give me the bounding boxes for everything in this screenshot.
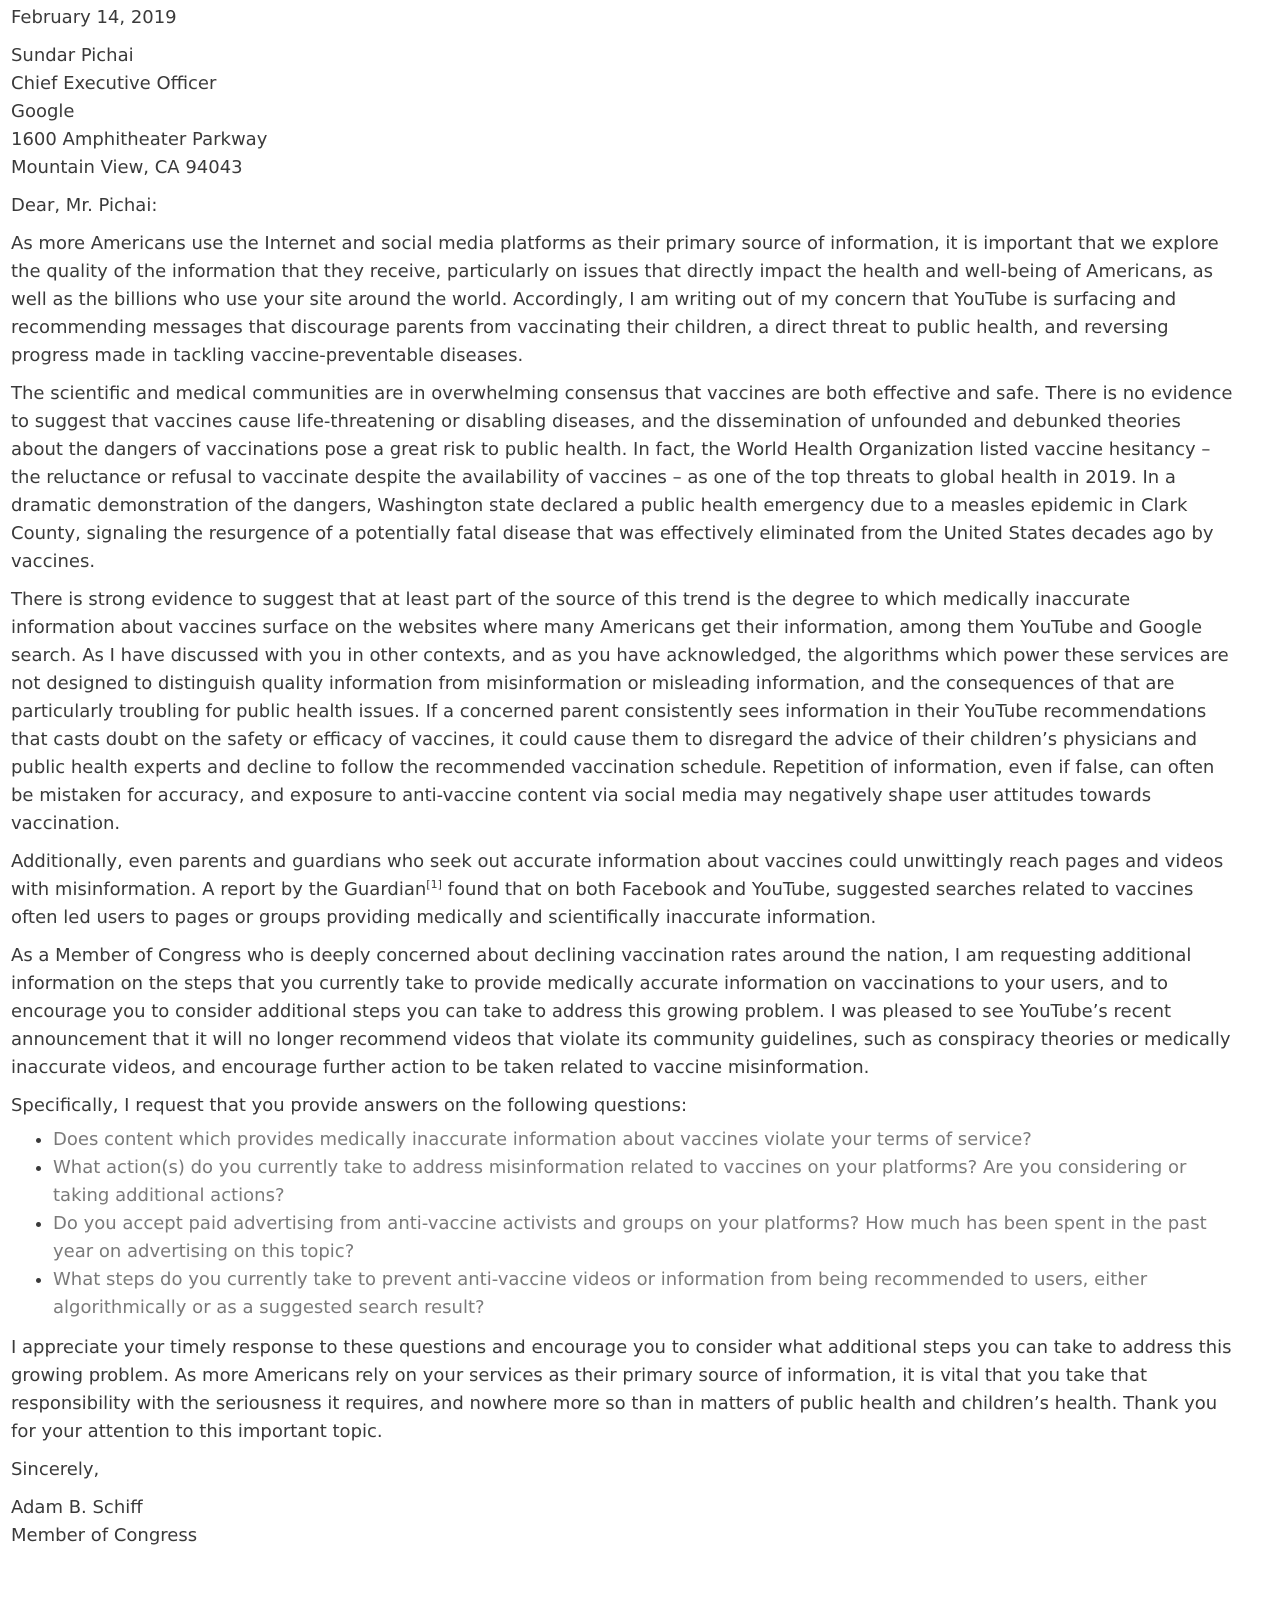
letter-date: February 14, 2019: [11, 7, 177, 28]
closing: Sincerely,: [11, 1459, 100, 1480]
recipient-street: 1600 Amphitheater Parkway: [11, 129, 268, 150]
guardian-text-after: found that on both Facebook and YouTube, suggested searches related to vaccines often led users to pages or groups providing medically and scientifically inaccurate information.: [11, 879, 1194, 928]
question-item: • What action(s) do you currently take to address misinformation related to vaccines on your platforms? Are you considering or taking additional actions?: [53, 1154, 1235, 1210]
guardian-text-before: Additionally, even parents and guardians who seek out accurate information about vaccines could unwittingly reach pages and videos with misinformation. A report by the Guardian: [11, 851, 1224, 900]
paragraph-intro: As more Americans use the Internet and social media platforms as their primary source of information, it is important that we explore the quality of the information that they receive, particularly on issues that directly impact the health and well-being of Americans, as well as the billions who use your site around the world. Accordingly, I am writing out of my concern that YouTube is surfacing and recommending messages that discourage parents from vaccinating their children, a direct threat to public health, and reversing progress made in tackling vaccine-preventable diseases.: [11, 233, 1219, 366]
recipient-company: Google: [11, 101, 75, 122]
recipient-title: Chief Executive Officer: [11, 73, 217, 94]
paragraph-consensus: The scientific and medical communities are in overwhelming consensus that vaccines are both effective and safe. There is no evidence to suggest that vaccines cause life-threatening or disabling diseases, and the dissemination of unfounded and debunked theories about the dangers of vaccinations pose a great risk to public health. In fact, the World Health Organization listed vaccine hesitancy – the reluctance or refusal to vaccinate despite the availability of vaccines – as one of the top threats to global health in 2019. In a dramatic demonstration of the dangers, Washington state declared a public health emergency due to a measles epidemic in Clark County, signaling the resurgence of a potentially fatal disease that was effectively eliminated from the United States decades ago by vaccines.: [11, 383, 1233, 572]
questions-list: [11, 1126, 1235, 1322]
recipient-city: Mountain View, CA 94043: [11, 157, 243, 178]
paragraph-guardian-report: [11, 848, 1235, 932]
footnote-reference[interactable]: [1]: [426, 878, 442, 891]
paragraph-evidence: There is strong evidence to suggest that at least part of the source of this trend is the degree to which medically inaccurate information about vaccines surface on the websites where many Americans get their information, among them YouTube and Google search. As I have discussed with you in other contexts, and as you have acknowledged, the algorithms which power these services are not designed to distinguish quality information from misinformation or misleading information, and the consequences of that are particularly troubling for public health issues. If a concerned parent consistently sees information in their YouTube recommendations that casts doubt on the safety or efficacy of vaccines, it could cause them to disregard the advice of their children’s physicians and public health experts and decline to follow the recommended vaccination schedule. Repetition of information, even if false, can often be mistaken for accuracy, and exposure to anti-vaccine content via social media may negatively shape user attitudes towards vaccination.: [11, 589, 1229, 834]
paragraph-questions-intro: Specifically, I request that you provide answers on the following questions:: [11, 1095, 688, 1116]
salutation: Dear, Mr. Pichai:: [11, 195, 158, 216]
question-item: • Do you accept paid advertising from anti-vaccine activists and groups on your platforms? How much has been spent in the past year on advertising on this topic?: [53, 1210, 1235, 1266]
recipient-address: [11, 42, 1235, 182]
question-item: • What steps do you currently take to prevent anti-vaccine videos or information from being recommended to users, either algorithmically or as a suggested search result?: [53, 1266, 1235, 1322]
recipient-name: Sundar Pichai: [11, 45, 134, 66]
paragraph-closing-remarks: I appreciate your timely response to these questions and encourage you to consider what additional steps you can take to address this growing problem. As more Americans rely on your services as their primary source of information, it is vital that you take that responsibility with the seriousness it requires, and nowhere more so than in matters of public health and children’s health. Thank you for your attention to this important topic.: [11, 1337, 1232, 1442]
signature-name: Adam B. Schiff: [11, 1497, 143, 1518]
question-item: • Does content which provides medically inaccurate information about vaccines violate your terms of service?: [53, 1126, 1235, 1154]
signature-title: Member of Congress: [11, 1525, 198, 1546]
signature-block: [11, 1494, 1235, 1550]
paragraph-request: As a Member of Congress who is deeply concerned about declining vaccination rates around the nation, I am requesting additional information on the steps that you currently take to provide medically accurate information on vaccinations to your users, and to encourage you to consider additional steps you can take to address this growing problem. I was pleased to see YouTube’s recent announcement that it will no longer recommend videos that violate its community guidelines, such as conspiracy theories or medically inaccurate videos, and encourage further action to be taken related to vaccine misinformation.: [11, 945, 1231, 1078]
